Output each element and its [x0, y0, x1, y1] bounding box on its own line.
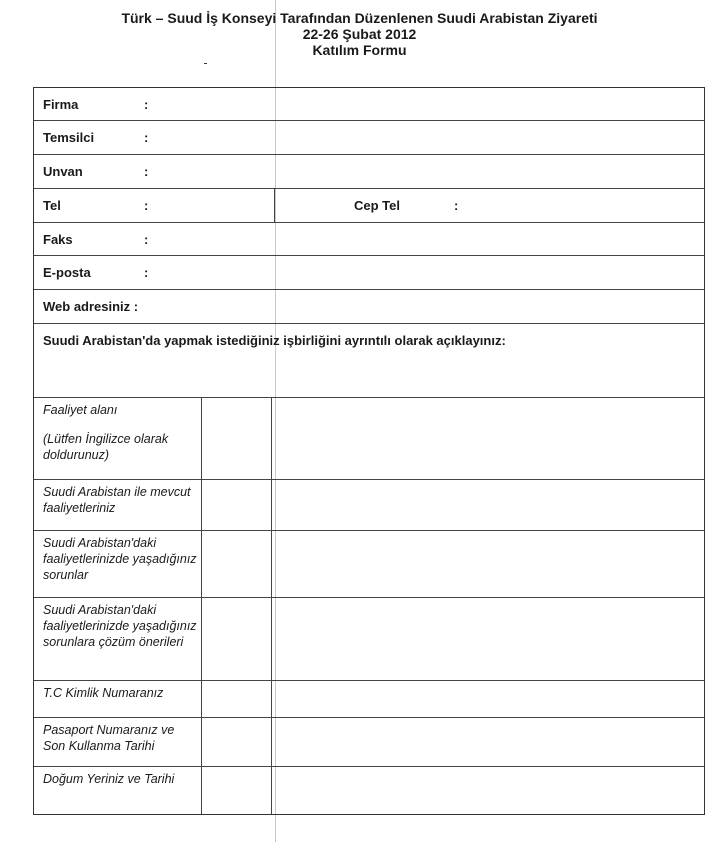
form-dates: 22-26 Şubat 2012 [302, 26, 417, 42]
firma-label: Firma [43, 97, 79, 112]
unvan-row [34, 155, 704, 189]
eposta-label: E-posta [43, 265, 91, 280]
web-row [34, 290, 704, 324]
faks-row [34, 223, 704, 256]
faaliyet-alani-label: Faaliyet alanı [43, 403, 118, 417]
tc-kimlik-label: T.C Kimlik Numaranız [43, 686, 164, 700]
sorunlar-row [34, 531, 704, 598]
tel-row [34, 189, 704, 223]
web-label: Web adresiniz : [43, 299, 139, 314]
unvan-colon: : [144, 164, 149, 179]
tel-divider [274, 189, 275, 223]
eposta-row [34, 256, 704, 290]
participation-form [33, 87, 705, 815]
faks-colon: : [144, 232, 149, 247]
unvan-label: Unvan [43, 164, 83, 179]
scan-speck [204, 63, 207, 64]
tc-kimlik-row [34, 681, 704, 718]
cep-tel-label: Cep Tel [354, 198, 400, 213]
temsilci-colon: : [144, 130, 149, 145]
table-divider-1 [201, 398, 202, 814]
cooperation-question-row [34, 324, 704, 398]
form-header [0, 10, 719, 58]
form-title: Türk – Suud İş Konseyi Tarafından Düzenlenen Suudi Arabistan Ziyareti [121, 10, 598, 26]
pasaport-row [34, 718, 704, 767]
tel-label: Tel [43, 198, 61, 213]
cooperation-question: Suudi Arabistan'da yapmak istediğiniz işbirliğini ayrıntılı olarak açıklayınız: [43, 333, 506, 348]
dogum-row [34, 767, 704, 814]
temsilci-label: Temsilci [43, 130, 95, 145]
mevcut-faaliyet-row [34, 480, 704, 531]
cozum-onerileri-label: Suudi Arabistan'daki faaliyetlerinizde yaşadığınız sorunlara çözüm önerileri [43, 603, 197, 649]
cep-tel-colon: : [454, 198, 459, 213]
dogum-label: Doğum Yeriniz ve Tarihi [43, 772, 175, 786]
table-divider-2 [271, 398, 272, 814]
temsilci-row [34, 121, 704, 155]
eposta-colon: : [144, 265, 149, 280]
cozum-onerileri-row [34, 598, 704, 681]
firma-row [34, 88, 704, 121]
faaliyet-alani-row [34, 398, 704, 480]
pasaport-label: Pasaport Numaranız ve Son Kullanma Tarihi [43, 723, 175, 753]
faks-label: Faks [43, 232, 73, 247]
form-subtitle: Katılım Formu [312, 42, 407, 58]
sorunlar-label: Suudi Arabistan'daki faaliyetlerinizde yaşadığınız sorunlar [43, 536, 197, 582]
firma-colon: : [144, 97, 149, 112]
tel-colon: : [144, 198, 149, 213]
faaliyet-alani-note: (Lütfen İngilizce olarak doldurunuz) [43, 432, 169, 462]
mevcut-faaliyet-label: Suudi Arabistan ile mevcut faaliyetleriniz [43, 485, 191, 515]
